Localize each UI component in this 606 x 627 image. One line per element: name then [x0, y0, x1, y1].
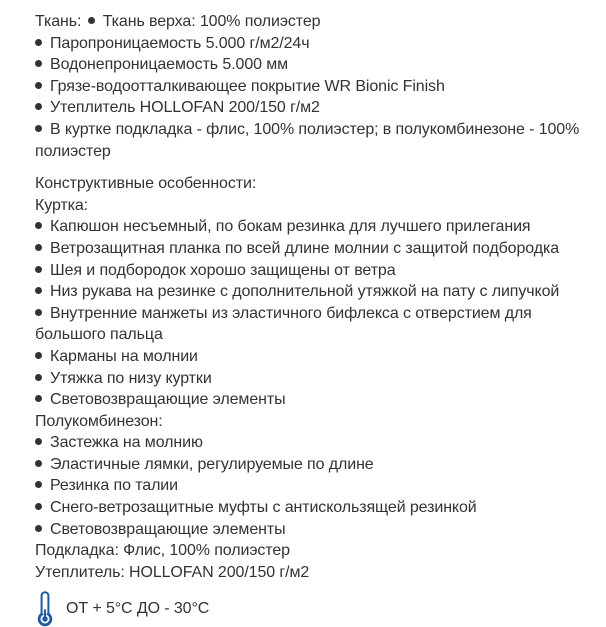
spec-line — [35, 54, 600, 76]
spec-line — [35, 368, 600, 390]
bullet-icon — [35, 503, 42, 510]
bullet-icon — [35, 103, 42, 110]
line-text: В куртке подкладка - флис, 100% полиэстер; в полукомбинезоне - 100% полиэстер — [35, 120, 580, 160]
section-fabric — [35, 11, 600, 162]
spec-line — [35, 11, 600, 33]
bullet-icon — [35, 60, 42, 67]
bullet-icon — [35, 309, 42, 316]
spec-line — [35, 475, 600, 497]
line-text: Утеплитель: HOLLOFAN 200/150 г/м2 — [35, 563, 310, 581]
line-text: Внутренние манжеты из эластичного бифлекса с отверстием для большого пальца — [35, 304, 532, 344]
spec-line — [35, 540, 600, 562]
line-text: Куртка: — [35, 196, 89, 214]
line-text: Капюшон несъемный, по бокам резинка для лучшего прилегания — [50, 218, 531, 236]
spec-line — [35, 346, 600, 368]
line-text: Утеплитель HOLLOFAN 200/150 г/м2 — [50, 99, 320, 117]
spec-line — [35, 432, 600, 454]
spec-line — [35, 389, 600, 411]
line-text: Низ рукава на резинке с дополнительной утяжкой на пату с липучкой — [50, 283, 560, 301]
bullet-icon — [35, 82, 42, 89]
line-text: Паропроницаемость 5.000 г/м2/24ч — [50, 34, 310, 52]
line-text: Конструктивные особенности: — [35, 175, 257, 193]
line-text: Световозвращающие элементы — [50, 520, 286, 538]
bullet-icon — [35, 374, 42, 381]
bullet-icon — [35, 39, 42, 46]
bullet-icon — [35, 266, 42, 273]
bullet-icon — [88, 17, 95, 24]
line-text: Подкладка: Флис, 100% полиэстер — [35, 542, 290, 560]
line-text: Водонепроницаемость 5.000 мм — [50, 56, 289, 74]
bullet-icon — [35, 460, 42, 467]
temperature-range — [35, 590, 600, 627]
temperature-label: ОТ + 5°С ДО - 30°С — [66, 599, 210, 617]
spec-line — [35, 497, 600, 519]
section-construction-features — [35, 173, 600, 583]
bullet-icon — [35, 438, 42, 445]
line-text: Полукомбинезон: — [35, 412, 163, 430]
spec-line — [35, 76, 600, 98]
line-text: Резинка по талии — [50, 477, 178, 495]
bullet-icon — [35, 481, 42, 488]
line-text: Застежка на молнию — [50, 434, 203, 452]
line-text: Снего-ветрозащитные муфты с антискользящей резинкой — [50, 499, 477, 517]
thermometer-icon — [35, 590, 55, 627]
bullet-icon — [35, 352, 42, 359]
spec-line — [35, 411, 600, 433]
spec-line — [35, 281, 600, 303]
spec-line — [35, 562, 600, 584]
spec-line — [35, 119, 600, 162]
spec-line — [35, 97, 600, 119]
spec-line — [35, 173, 600, 195]
line-text: Карманы на молнии — [50, 347, 198, 365]
line-prefix: Ткань: — [35, 13, 82, 30]
spec-line — [35, 195, 600, 217]
spec-line — [35, 303, 600, 346]
line-text: Световозвращающие элементы — [50, 391, 286, 409]
line-text: Утяжка по низу куртки — [50, 369, 212, 387]
line-text: Шея и подбородок хорошо защищены от ветра — [50, 261, 396, 279]
bullet-icon — [35, 525, 42, 532]
spec-line — [35, 33, 600, 55]
spec-line — [35, 454, 600, 476]
bullet-icon — [35, 395, 42, 402]
line-text: Ткань верха: 100% полиэстер — [102, 13, 321, 30]
line-text: Грязе-водоотталкивающее покрытие WR Bionic Finish — [50, 77, 445, 95]
spec-line — [35, 519, 600, 541]
spec-line — [35, 260, 600, 282]
spec-line — [35, 216, 600, 238]
bullet-icon — [35, 222, 42, 229]
line-text: Эластичные лямки, регулируемые по длине — [50, 455, 374, 473]
bullet-icon — [35, 125, 42, 132]
bullet-icon — [35, 287, 42, 294]
spec-line — [35, 238, 600, 260]
line-text: Ветрозащитная планка по всей длине молнии с защитой подбородка — [50, 239, 560, 257]
bullet-icon — [35, 244, 42, 251]
